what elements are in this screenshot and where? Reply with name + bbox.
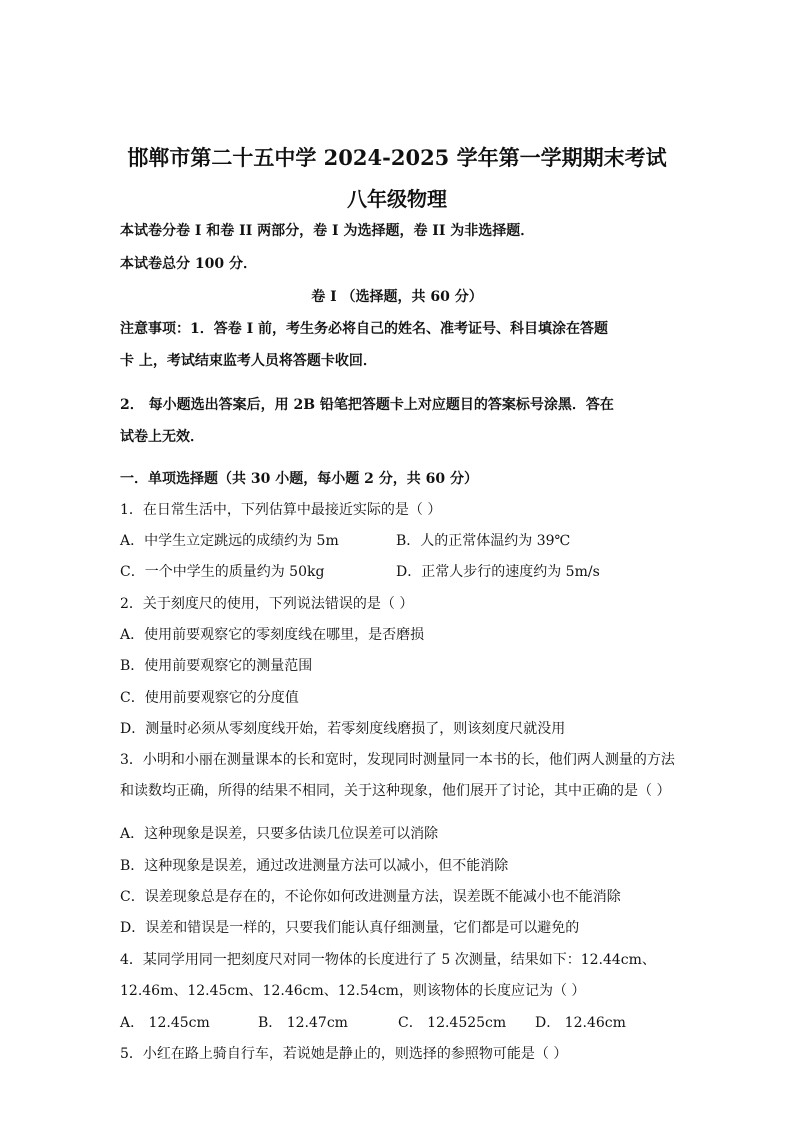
notes-line-1: 注意事项：1．答卷 I 前，考生务必将自己的姓名、准考证号、科目填涂在答题 bbox=[120, 321, 609, 337]
question-4-option-a: A． 12.45cm bbox=[120, 1015, 210, 1031]
question-3-option-a: A．这种现象是误差，只要多估读几位误差可以消除 bbox=[120, 826, 439, 842]
question-1-option-d: D．正常人步行的速度约为 5m/s bbox=[396, 564, 600, 580]
question-3-stem-line-2: 和读数均正确，所得的结果不相同，关于这种现象，他们展开了讨论，其中正确的是（ ） bbox=[120, 783, 671, 799]
question-2-option-b: B．使用前要观察它的测量范围 bbox=[120, 658, 313, 674]
question-3-stem-line-1: 3．小明和小丽在测量课本的长和宽时，发现同时测量同一本书的长，他们两人测量的方法 bbox=[120, 752, 675, 768]
notes-line-4: 试卷上无效． bbox=[120, 429, 204, 445]
question-3-option-d: D．误差和错误是一样的，只要我们能认真仔细测量，它们都是可以避免的 bbox=[120, 920, 580, 936]
question-1-option-c: C．一个中学生的质量约为 50kg bbox=[120, 564, 325, 580]
notes-line-2: 卡 上，考试结束监考人员将答题卡收回． bbox=[120, 353, 377, 369]
exam-title: 邯郸市第二十五中学 2024-2025 学年第一学期期末考试 bbox=[127, 145, 667, 170]
exam-subtitle: 八年级物理 bbox=[347, 187, 447, 211]
question-2-option-c: C．使用前要观察它的分度值 bbox=[120, 690, 299, 706]
section-1-title: 卷 I （选择题，共 60 分） bbox=[311, 289, 483, 305]
question-4-stem-line-2: 12.46m、12.45cm、12.46cm、12.54cm，则该物体的长度应记为（ ） bbox=[120, 983, 586, 999]
question-2-option-a: A．使用前要观察它的零刻度线在哪里，是否磨损 bbox=[120, 627, 425, 643]
notes-line-3: 2． 每小题选出答案后，用 2B 铅笔把答题卡上对应题目的答案标号涂黑．答在 bbox=[120, 397, 614, 413]
question-4-option-c: C． 12.4525cm bbox=[398, 1015, 507, 1031]
question-2-stem: 2．关于刻度尺的使用，下列说法错误的是（ ） bbox=[120, 596, 414, 612]
question-4-option-d: D． 12.46cm bbox=[535, 1015, 626, 1031]
question-5-stem: 5．小红在路上骑自行车，若说她是静止的，则选择的参照物可能是（ ） bbox=[120, 1046, 568, 1062]
question-4-option-b: B． 12.47cm bbox=[258, 1015, 348, 1031]
question-3-option-b: B．这种现象是误差，通过改进测量方法可以减小，但不能消除 bbox=[120, 858, 509, 874]
question-1-option-a: A．中学生立定跳远的成绩约为 5m bbox=[120, 533, 339, 549]
question-3-option-c: C．误差现象总是存在的，不论你如何改进测量方法，误差既不能减小也不能消除 bbox=[120, 889, 621, 905]
question-4-stem-line-1: 4．某同学用同一把刻度尺对同一物体的长度进行了 5 次测量，结果如下：12.44cm、 bbox=[120, 952, 656, 968]
question-1-stem: 1．在日常生活中，下列估算中最接近实际的是（ ） bbox=[120, 502, 442, 518]
intro-line-1: 本试卷分卷 I 和卷 II 两部分，卷 I 为选择题，卷 II 为非选择题． bbox=[120, 223, 535, 239]
intro-line-2: 本试卷总分 100 分． bbox=[120, 256, 257, 272]
question-1-option-b: B．人的正常体温约为 39℃ bbox=[396, 533, 571, 549]
part-1-heading: 一．单项选择题（共 30 小题，每小题 2 分，共 60 分） bbox=[120, 471, 478, 487]
question-2-option-d: D．测量时必须从零刻度线开始，若零刻度线磨损了，则该刻度尺就没用 bbox=[120, 721, 566, 737]
